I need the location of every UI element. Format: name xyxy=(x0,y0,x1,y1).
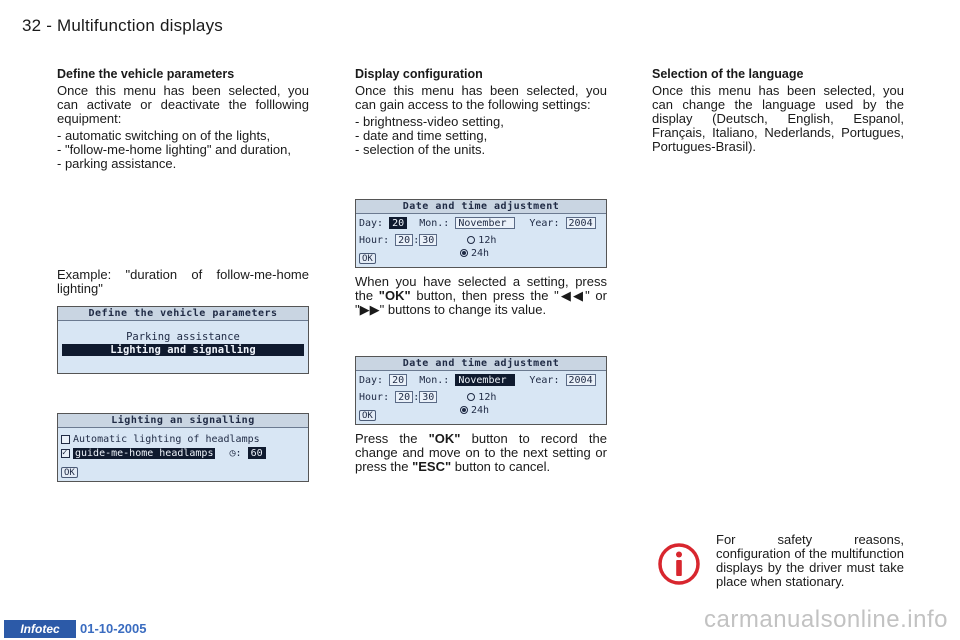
ok-key-label: "OK" xyxy=(378,288,411,303)
option-auto-lighting[interactable] xyxy=(61,433,305,446)
hour-field[interactable]: 20 xyxy=(395,391,413,403)
month-field[interactable]: November xyxy=(455,374,515,386)
radio-24h-label: 24h xyxy=(471,405,490,416)
screen-title: Date and time adjustment xyxy=(356,357,606,371)
day-label: Day: xyxy=(359,218,384,229)
text-fragment: When you have selected a setting, press the xyxy=(355,274,607,303)
instruction-record-change xyxy=(355,432,607,474)
year-label: Year: xyxy=(529,218,560,229)
radio-24h-icon[interactable] xyxy=(460,406,468,414)
menu-item-lighting-signalling[interactable]: Lighting and signalling xyxy=(62,344,304,356)
option-guide-me-home[interactable] xyxy=(61,447,305,460)
checkbox-checked-icon[interactable] xyxy=(61,449,70,458)
section-intro: Once this menu has been selected, you can activate or deactivate the folllowing equipment: xyxy=(57,83,309,126)
time-format-row xyxy=(460,247,603,260)
ok-button[interactable]: OK xyxy=(359,410,376,421)
radio-12h-icon[interactable] xyxy=(467,236,475,244)
list-item: - "follow-me-home lighting" and duration, xyxy=(57,143,309,157)
esc-key-label: "ESC" xyxy=(412,459,452,474)
settings-list xyxy=(355,115,607,157)
day-field[interactable]: 20 xyxy=(389,374,407,386)
safety-note: For safety reasons, configuration of the multifunction displays by the driver must take place when stationary. xyxy=(716,532,904,589)
screen-title: Date and time adjustment xyxy=(356,200,606,214)
time-format-row xyxy=(460,404,603,417)
date-row xyxy=(359,374,603,387)
checkbox-icon[interactable] xyxy=(61,435,70,444)
option-label: Automatic lighting of headlamps xyxy=(73,434,260,445)
year-label: Year: xyxy=(529,375,560,386)
ok-button[interactable]: OK xyxy=(61,467,78,478)
date-row xyxy=(359,217,603,230)
list-item: - parking assistance. xyxy=(57,157,309,171)
year-field[interactable]: 2004 xyxy=(566,374,596,386)
section-display-configuration xyxy=(355,67,607,157)
section-heading: Display configuration xyxy=(355,67,483,81)
text-fragment: Press the xyxy=(355,431,429,446)
hour-label: Hour: xyxy=(359,392,390,403)
ok-button[interactable]: OK xyxy=(359,253,376,264)
brand-logo: Infotec xyxy=(4,620,76,638)
text-fragment: button to cancel. xyxy=(451,459,551,474)
edition-date: 01-10-2005 xyxy=(80,621,147,636)
time-row: Hour: 20 : 30 12h xyxy=(359,392,497,403)
radio-24h-icon[interactable] xyxy=(460,249,468,257)
section-vehicle-parameters xyxy=(57,67,309,171)
list-item: - selection of the units. xyxy=(355,143,607,157)
year-field[interactable]: 2004 xyxy=(566,217,596,229)
text-fragment: button to record the change and move on to the next setting or press the xyxy=(355,431,607,474)
duration-field[interactable]: 60 xyxy=(248,447,266,459)
list-item: - date and time setting, xyxy=(355,129,607,143)
screen-define-parameters xyxy=(57,306,309,374)
section-heading: Selection of the language xyxy=(652,67,804,81)
radio-24h-label: 24h xyxy=(471,248,490,259)
screen-lighting-signalling xyxy=(57,413,309,482)
minute-field[interactable]: 30 xyxy=(419,391,437,403)
example-text: Example: "duration of follow-me-home lighting" xyxy=(57,267,309,296)
list-item: - brightness-video setting, xyxy=(355,115,607,129)
month-field[interactable]: November xyxy=(455,217,515,229)
hour-field[interactable]: 20 xyxy=(395,234,413,246)
time-row: Hour: 20 : 30 12h xyxy=(359,235,497,246)
list-item: - automatic switching on of the lights, xyxy=(57,129,309,143)
info-icon xyxy=(657,542,701,586)
watermark: carmanualsonline.info xyxy=(704,606,948,633)
timer-icon: ◷: xyxy=(229,448,242,459)
day-field[interactable]: 20 xyxy=(389,217,407,229)
menu-item-parking-assistance[interactable]: Parking assistance xyxy=(126,331,240,343)
month-label: Mon.: xyxy=(419,218,450,229)
page-title: 32 - Multifunction displays xyxy=(22,16,223,35)
section-heading: Define the vehicle parameters xyxy=(57,67,235,81)
section-intro: Once this menu has been selected, you can change the language used by the display (Deutsch, English, Espanol, Français, Italiano, Nederlands, Portugues, Portugues-Brasil). xyxy=(652,83,904,154)
instruction-select-setting xyxy=(355,275,607,317)
screen-date-time-2 xyxy=(355,356,607,425)
screen-title: Define the vehicle parameters xyxy=(58,307,308,321)
screen-date-time-1 xyxy=(355,199,607,268)
hour-label: Hour: xyxy=(359,235,390,246)
section-intro: Once this menu has been selected, you can gain access to the following settings: xyxy=(355,83,607,112)
radio-12h-label: 12h xyxy=(478,235,497,246)
minute-field[interactable]: 30 xyxy=(419,234,437,246)
month-label: Mon.: xyxy=(419,375,450,386)
screen-title: Lighting an signalling xyxy=(58,414,308,428)
day-label: Day: xyxy=(359,375,384,386)
section-language xyxy=(652,67,904,154)
option-label: guide-me-home headlamps xyxy=(75,448,214,459)
radio-12h-icon[interactable] xyxy=(467,393,475,401)
radio-12h-label: 12h xyxy=(478,392,497,403)
text-fragment: button, then press the "◀◀" or "▶▶" buttons to change its value. xyxy=(355,288,607,317)
ok-key-label: "OK" xyxy=(428,431,461,446)
equipment-list xyxy=(57,129,309,171)
